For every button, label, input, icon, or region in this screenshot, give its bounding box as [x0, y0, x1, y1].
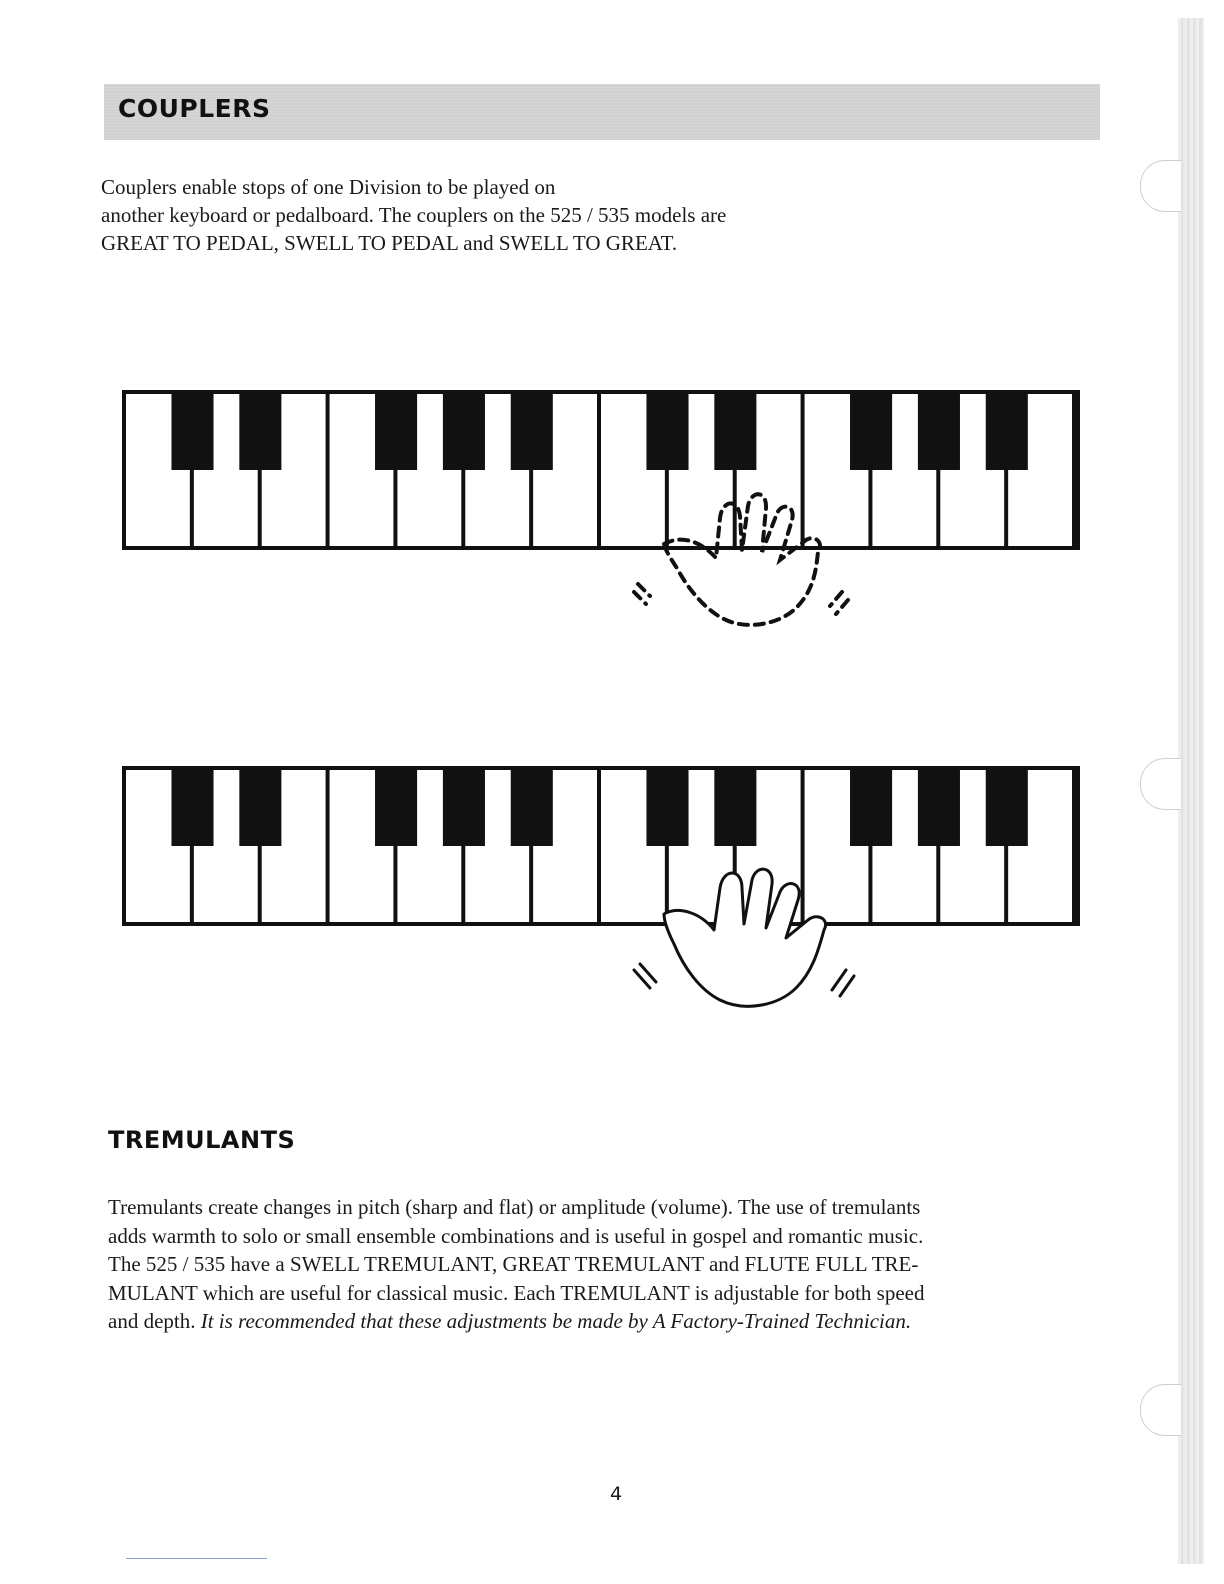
- dashed-hand-icon: [620, 480, 870, 640]
- binder-hole: [1140, 758, 1181, 810]
- keyboard-illustration: [120, 764, 1082, 928]
- black-key: [443, 768, 485, 846]
- black-key: [646, 392, 688, 470]
- keyboard-illustration: [120, 388, 1082, 552]
- paragraph-line-last: [108, 1307, 1098, 1336]
- recommendation-note: It is recommended that these adjustments be made by A Factory-Trained Technician.: [200, 1309, 912, 1333]
- black-key: [171, 392, 213, 470]
- couplers-title: COUPLERS: [118, 94, 271, 123]
- black-key: [986, 768, 1028, 846]
- paragraph-line: MULANT which are useful for classical music. Each TREMULANT is adjustable for both speed: [108, 1280, 925, 1305]
- paragraph-line: another keyboard or pedalboard. The couplers on the 525 / 535 models are: [101, 203, 727, 227]
- paragraph-line: Couplers enable stops of one Division to be played on: [101, 175, 556, 199]
- binder-hole: [1140, 1384, 1181, 1436]
- couplers-paragraph: [101, 173, 961, 257]
- paragraph-line: Tremulants create changes in pitch (sharp and flat) or amplitude (volume). The use of tremulants: [108, 1195, 921, 1219]
- black-key: [646, 768, 688, 846]
- tremulants-title: TREMULANTS: [108, 1126, 296, 1154]
- black-key: [986, 392, 1028, 470]
- black-key: [375, 768, 417, 846]
- paragraph-line: adds warmth to solo or small ensemble combinations and is useful in gospel and romantic music.: [108, 1223, 924, 1248]
- keyboard-svg: [120, 388, 1082, 552]
- black-key: [918, 392, 960, 470]
- black-key: [443, 392, 485, 470]
- black-key: [714, 392, 756, 470]
- black-key: [239, 768, 281, 846]
- black-key: [375, 392, 417, 470]
- footer-rule: [126, 1558, 267, 1559]
- paragraph-line: GREAT TO PEDAL, SWELL TO PEDAL and SWELL TO GREAT.: [101, 231, 678, 255]
- black-key: [511, 392, 553, 470]
- binder-hole: [1140, 160, 1181, 212]
- couplers-header-bar: [104, 84, 1100, 140]
- black-key: [511, 768, 553, 846]
- last-line-start: and depth.: [108, 1309, 196, 1333]
- binder-edge: [1178, 18, 1204, 1564]
- keyboard-svg: [120, 764, 1082, 928]
- hand-icon: [620, 860, 870, 1020]
- black-key: [714, 768, 756, 846]
- page-number: 4: [609, 1483, 623, 1505]
- tremulants-paragraph: [108, 1193, 1098, 1336]
- black-key: [918, 768, 960, 846]
- black-key: [850, 392, 892, 470]
- paragraph-line: The 525 / 535 have a SWELL TREMULANT, GREAT TREMULANT and FLUTE FULL TRE-: [108, 1252, 919, 1276]
- black-key: [850, 768, 892, 846]
- black-key: [239, 392, 281, 470]
- black-key: [171, 768, 213, 846]
